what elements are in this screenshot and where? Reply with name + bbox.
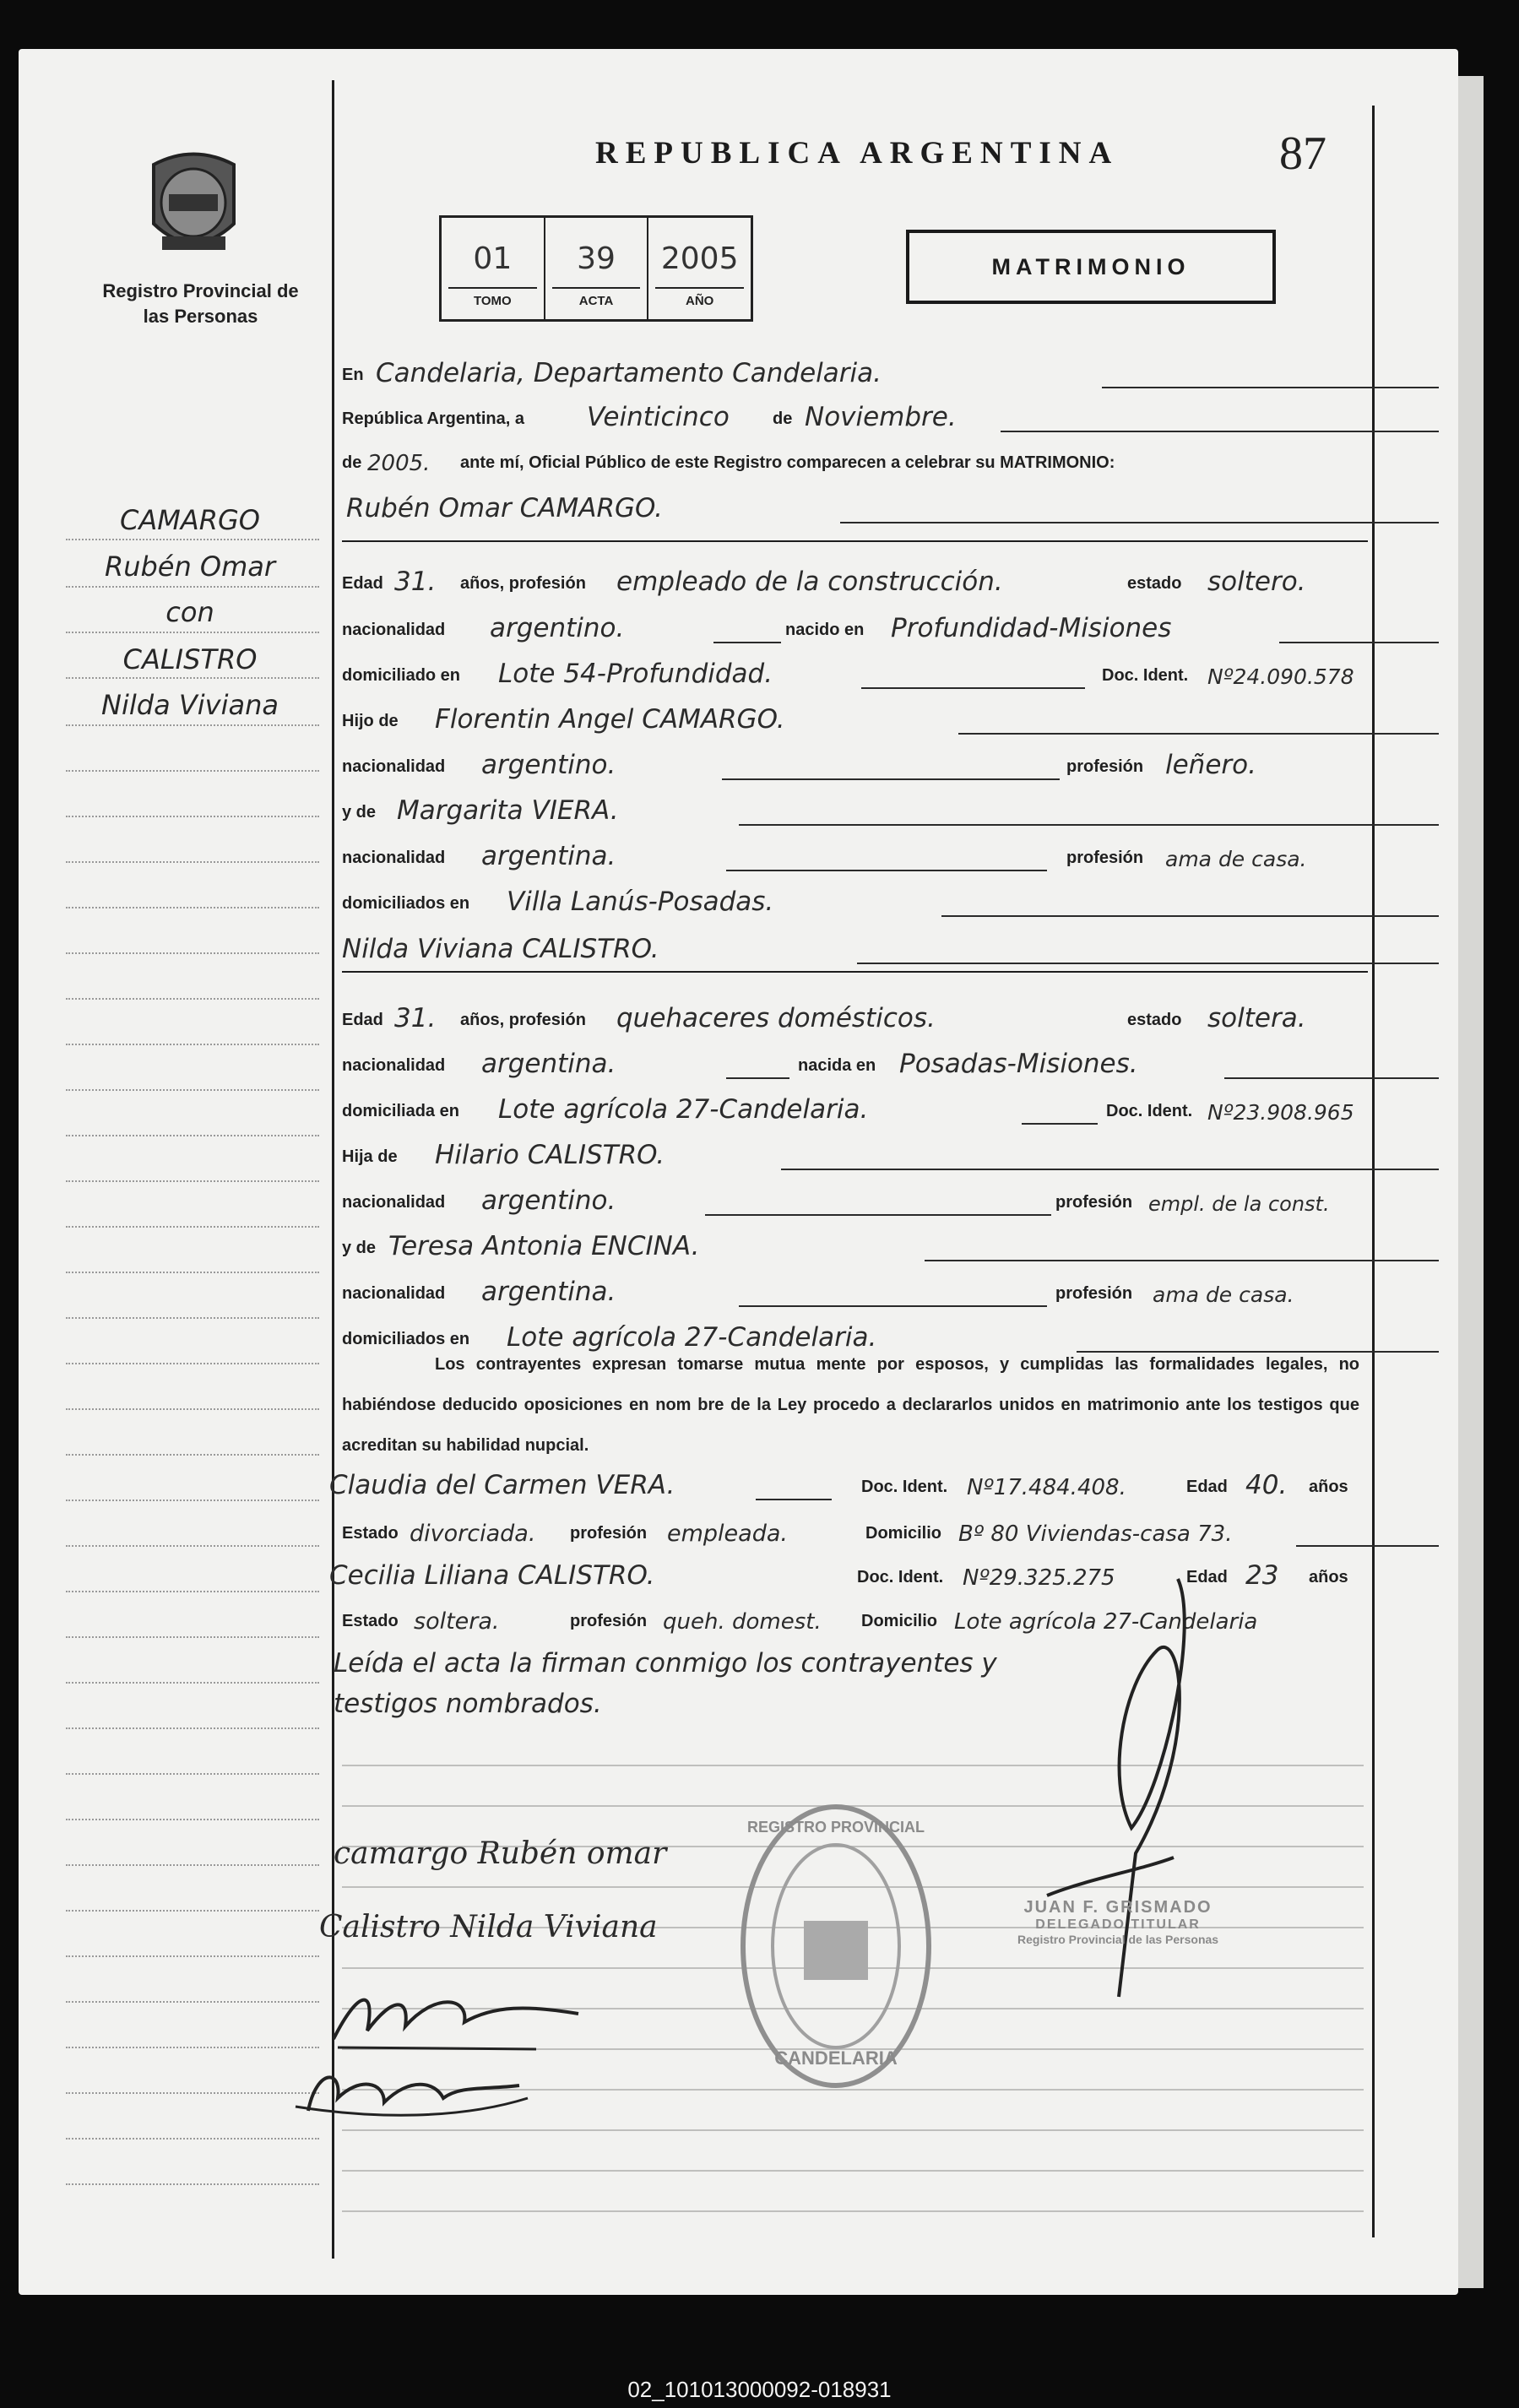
label-domiciliada: domiciliada en	[342, 1102, 459, 1120]
groom-parents-address: Villa Lanús-Posadas.	[507, 887, 774, 917]
officer-signature-icon	[1039, 1575, 1250, 2018]
witness1-age: 40.	[1245, 1470, 1288, 1500]
label-witness1-edad: Edad	[1186, 1478, 1228, 1496]
margin-bride-surname: CALISTRO	[122, 643, 258, 675]
tomo-cell	[442, 218, 544, 319]
bride-father-nationality: argentino.	[481, 1185, 616, 1216]
margin-ruling	[66, 1864, 319, 1866]
margin-ruling	[66, 1955, 319, 1957]
bride-profession: quehaceres domésticos.	[616, 1003, 936, 1033]
margin-ruling	[66, 1545, 319, 1547]
label-father-nac: nacionalidad	[342, 757, 446, 776]
row-bride-father-nat	[342, 1180, 1439, 1218]
stamp-bottom-text: CANDELARIA	[774, 2047, 898, 2069]
label-nacido: nacido en	[785, 621, 865, 639]
witness1-address: Bº 80 Viviendas-casa 73.	[958, 1521, 1233, 1547]
groom-mother-nationality: argentina.	[481, 841, 616, 871]
closing-line-1: Leída el acta la firman conmigo los contrayentes y	[334, 1648, 997, 1679]
margin-ruling	[66, 1819, 319, 1820]
groom-name: Rubén Omar CAMARGO.	[346, 493, 663, 523]
row-witness2	[329, 1555, 1439, 1592]
margin-ruling	[66, 2001, 319, 2003]
witness2-signature-icon	[291, 2060, 536, 2132]
witness2-name: Cecilia Liliana CALISTRO.	[329, 1560, 655, 1591]
groom-signature: camargo Rubén omar	[334, 1836, 667, 1871]
margin-ruling	[66, 998, 319, 1000]
value-month: Noviembre.	[805, 402, 957, 432]
margin-ruling	[66, 1591, 319, 1592]
stamp-top-text: REGISTRO PROVINCIAL	[746, 1819, 925, 1836]
label-witness2-anos: años	[1309, 1568, 1348, 1586]
row-closing-1	[334, 1643, 1439, 1680]
anio-cell	[647, 218, 751, 319]
label-witness2-prof: profesión	[570, 1612, 648, 1630]
margin-ruling	[66, 816, 319, 817]
margin-con: con	[165, 596, 214, 628]
margin-ruling	[66, 770, 319, 772]
label-bride-domiciliados: domiciliados en	[342, 1330, 470, 1348]
acta-label: ACTA	[578, 294, 614, 308]
label-witness1-prof: profesión	[570, 1524, 648, 1543]
bride-birthplace: Posadas-Misiones.	[899, 1049, 1138, 1079]
label-mother-nac: nacionalidad	[342, 849, 446, 867]
label-father-prof: profesión	[1066, 757, 1144, 776]
row-year	[342, 441, 1439, 478]
witness2-doc: Nº29.325.275	[963, 1565, 1115, 1591]
margin-ruling	[66, 1773, 319, 1775]
margin-ruling	[66, 1500, 319, 1501]
label-bride-mother-nac: nacionalidad	[342, 1284, 446, 1303]
bride-name: Nilda Viviana CALISTRO.	[342, 934, 659, 964]
officer-org: Registro Provincial de las Personas	[1017, 1933, 1219, 1946]
margin-bride-names: Nilda Viviana	[101, 689, 279, 721]
margin-ruling	[66, 1272, 319, 1273]
page-number: 87	[1279, 127, 1326, 180]
tomo-value: 01	[473, 241, 513, 276]
groom-age: 31.	[394, 567, 437, 597]
row-bride-address	[342, 1089, 1439, 1126]
label-estado: estado	[1127, 574, 1182, 593]
groom-father-profession: leñero.	[1165, 750, 1256, 780]
value-day: Veinticinco	[587, 402, 730, 432]
witness1-status: divorciada.	[410, 1521, 536, 1547]
body-ruling	[342, 2170, 1364, 2172]
label-bride-doc: Doc. Ident.	[1106, 1102, 1193, 1120]
row-date	[342, 397, 1439, 434]
label-mother-prof: profesión	[1066, 849, 1144, 867]
bride-father-profession: empl. de la const.	[1148, 1192, 1330, 1216]
row-closing-2	[334, 1684, 1439, 1721]
row-witness1	[329, 1465, 1439, 1502]
groom-address: Lote 54-Profundidad.	[498, 659, 773, 689]
officer-block	[1017, 1898, 1218, 1946]
witness1-name: Claudia del Carmen VERA.	[329, 1470, 675, 1500]
bride-nationality: argentina.	[481, 1049, 616, 1079]
label-bride-estado: estado	[1127, 1011, 1182, 1029]
row-bride-mother	[342, 1226, 1439, 1263]
witness2-profession: queh. domest.	[663, 1609, 822, 1635]
province-emblem-icon	[145, 148, 242, 262]
record-number-box	[439, 215, 753, 322]
label-republica: República Argentina, a	[342, 409, 524, 428]
label-de: de	[773, 409, 793, 428]
bride-mother-nationality: argentina.	[481, 1277, 616, 1307]
row-bride-nationality	[342, 1044, 1439, 1081]
margin-ruling	[66, 1226, 319, 1228]
row-bride-name	[342, 929, 1439, 966]
label-bride-edad: Edad	[342, 1011, 383, 1029]
declaration-text: Los contrayentes expresan tomarse mutua mente por esposos, y cumplidas las formalidades legales, no habiéndose deducido oposiciones en nom bre de la Ley procedo a declararlos unidos en matrimonio ante los testigos que acreditan su habilidad nupcial.	[342, 1355, 1359, 1455]
label-anos: años, profesión	[460, 574, 586, 593]
acta-value: 39	[577, 241, 616, 276]
label-witness2-estado: Estado	[342, 1612, 399, 1630]
label-nacida: nacida en	[798, 1056, 876, 1075]
label-y-de: y de	[342, 803, 377, 822]
margin-ruling	[66, 2092, 319, 2094]
value-year: 2005.	[367, 451, 431, 476]
margin-ruling	[66, 1363, 319, 1364]
bride-signature: Calistro Nilda Viviana	[319, 1910, 658, 1944]
label-witness2-edad: Edad	[1186, 1568, 1228, 1586]
groom-mother-profession: ama de casa.	[1165, 847, 1307, 871]
margin-ruling	[66, 1180, 319, 1182]
registry-name: Registro Provincial de las Personas	[102, 280, 299, 327]
label-witness1-doc: Doc. Ident.	[861, 1478, 948, 1496]
label-hijo: Hijo de	[342, 712, 399, 730]
margin-groom-names: Rubén Omar	[104, 550, 276, 583]
row-groom-mother-nat	[342, 836, 1439, 873]
margin-ruling	[66, 1317, 319, 1319]
tomo-label: TOMO	[473, 294, 512, 308]
bride-address: Lote agrícola 27-Candelaria.	[498, 1094, 869, 1125]
country-title: REPUBLICA ARGENTINA	[595, 136, 1120, 171]
acta-cell	[544, 218, 648, 319]
label-witness1-estado: Estado	[342, 1524, 399, 1543]
row-groom-parents-address	[342, 881, 1439, 919]
witness1-signature-icon	[325, 1980, 595, 2069]
row-place	[342, 353, 1439, 390]
margin-ruling	[66, 1454, 319, 1456]
row-groom-father	[342, 699, 1439, 736]
officer-name: JUAN F. GRISMADO	[1023, 1898, 1212, 1917]
groom-doc: Nº24.090.578	[1207, 664, 1354, 689]
groom-father: Florentin Angel CAMARGO.	[435, 704, 785, 735]
margin-ruling	[66, 861, 319, 863]
margin-ruling	[66, 1910, 319, 1912]
file-id: 02_101013000092-018931	[627, 2377, 892, 2402]
officer-title: DELEGADO TITULAR	[1035, 1917, 1201, 1932]
margin-ruling	[66, 1682, 319, 1684]
official-stamp-icon	[735, 1794, 937, 2102]
margin-groom-surname: CAMARGO	[120, 504, 260, 536]
groom-mother: Margarita VIERA.	[397, 795, 619, 826]
bride-mother-profession: ama de casa.	[1153, 1283, 1294, 1307]
value-place: Candelaria, Departamento Candelaria.	[376, 358, 882, 388]
row-bride-mother-nat	[342, 1272, 1439, 1309]
label-edad: Edad	[342, 574, 383, 593]
witness1-profession: empleada.	[667, 1521, 788, 1547]
groom-status: soltero.	[1207, 567, 1306, 597]
margin-ruling	[66, 1135, 319, 1136]
groom-profession: empleado de la construcción.	[616, 567, 1003, 597]
row-witness2-detail	[342, 1599, 1439, 1636]
body-ruling	[342, 2210, 1364, 2212]
closing-line-2: testigos nombrados.	[334, 1689, 602, 1719]
row-groom-age	[342, 561, 1439, 599]
witness2-status: soltera.	[414, 1608, 500, 1635]
anio-value: 2005	[660, 241, 739, 276]
witness2-age: 23	[1245, 1560, 1279, 1591]
label-hija: Hija de	[342, 1147, 398, 1166]
label-bride-mother-prof: profesión	[1055, 1284, 1133, 1303]
label-witness1-anos: años	[1309, 1478, 1348, 1496]
label-witness2-doc: Doc. Ident.	[857, 1568, 944, 1586]
label-bride-father-prof: profesión	[1055, 1193, 1133, 1212]
margin-ruling	[66, 1727, 319, 1729]
margin-ruling	[66, 2183, 319, 2185]
bride-doc: Nº23.908.965	[1207, 1100, 1354, 1125]
margin-ruling	[66, 2047, 319, 2048]
margin-ruling	[66, 1044, 319, 1045]
label-bride-anos: años, profesión	[460, 1011, 586, 1029]
label-witness1-dom: Domicilio	[865, 1524, 942, 1543]
margin-ruling	[66, 2138, 319, 2140]
bride-mother: Teresa Antonia ENCINA.	[388, 1231, 700, 1261]
anio-label: AÑO	[686, 294, 714, 308]
label-doc: Doc. Ident.	[1102, 666, 1189, 685]
groom-nationality: argentino.	[490, 613, 625, 643]
margin-ruling	[66, 1408, 319, 1410]
margin-ruling	[66, 1636, 319, 1638]
witness2-address: Lote agrícola 27-Candelaria	[954, 1609, 1258, 1635]
bride-age: 31.	[394, 1003, 437, 1033]
margin-ruling	[66, 1089, 319, 1091]
margin-ruling	[66, 952, 319, 954]
label-nacionalidad: nacionalidad	[342, 621, 446, 639]
groom-father-nationality: argentino.	[481, 750, 616, 780]
witness1-doc: Nº17.484.408.	[967, 1475, 1126, 1500]
row-bride-father	[342, 1135, 1439, 1172]
label-domiciliados: domiciliados en	[342, 894, 470, 913]
bride-parents-address: Lote agrícola 27-Candelaria.	[507, 1322, 877, 1353]
row-groom-address	[342, 654, 1439, 691]
row-groom-nationality	[342, 608, 1439, 645]
label-domiciliado: domiciliado en	[342, 666, 461, 685]
act-type-box: MATRIMONIO	[906, 230, 1276, 304]
label-bride-father-nac: nacionalidad	[342, 1193, 446, 1212]
intro-text: ante mí, Oficial Público de este Registro comparecen a celebrar su MATRIMONIO:	[460, 453, 1115, 472]
label-witness2-dom: Domicilio	[861, 1612, 938, 1630]
label-de-year: de	[342, 453, 362, 472]
label-en: En	[342, 366, 364, 384]
page-edge	[1458, 76, 1484, 2288]
label-bride-y-de: y de	[342, 1239, 377, 1257]
row-groom-mother	[342, 790, 1439, 827]
row-groom-name	[342, 488, 1439, 525]
row-groom-father-nat	[342, 745, 1439, 782]
bride-status: soltera.	[1207, 1003, 1306, 1033]
margin-ruling	[66, 907, 319, 908]
row-witness1-detail	[342, 1511, 1439, 1548]
bride-father: Hilario CALISTRO.	[435, 1140, 665, 1170]
label-bride-nac: nacionalidad	[342, 1056, 446, 1075]
row-bride-age	[342, 998, 1439, 1035]
groom-birthplace: Profundidad-Misiones	[891, 613, 1172, 643]
